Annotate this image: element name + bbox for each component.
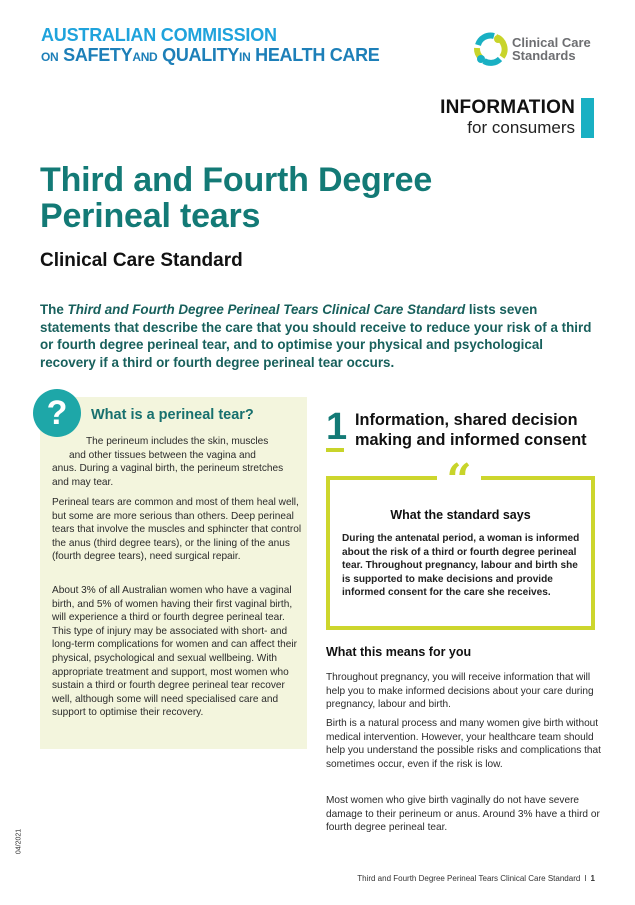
standard-title: Information, shared decision making and informed consent — [355, 411, 587, 449]
commission-logo-line2: ON SAFETYAND QUALITYIN HEALTH CARE — [41, 45, 380, 65]
box-paragraph: About 3% of all Australian women who have a vaginal birth, and 5% of women having their first vaginal birth, will experience a third or fourth degree perineal tear. This type of injury may be associated with short- and long-term complications for women and can affect their physical, psychological and sexual wellbeing. With appropriate treatment and support, most women who sustain a third or fourth degree perineal tear recover well, although some will need specialised care and support to optimise their recovery. — [52, 585, 297, 719]
accent-bar — [581, 98, 594, 138]
quote-icon: “ — [437, 462, 481, 500]
box-paragraph: Perineal tears are common and most of them heal well, but some are more serious than others. Deep perineal tears that involve the muscles and sphincter that control the anus (third degree tears), or the lining of the anus (fourth degree tears), need surgical repair. — [52, 497, 302, 563]
means-paragraph: Most women who give birth vaginally do not have severe damage to their perineum or anus. Around 3% have a third or fourth degree perineal tear. — [326, 795, 600, 834]
means-paragraph: Throughout pregnancy, you will receive information that will help you to make informed decisions about your care during pregnancy, labour and birth. — [326, 672, 594, 711]
standard-heading — [326, 406, 590, 450]
ccs-ring-icon — [472, 31, 508, 67]
page-subtitle: Clinical Care Standard — [40, 250, 243, 271]
says-text: During the antenatal period, a woman is informed about the risk of a third or fourth degree perineal tear. Throughout pregnancy, labour and birth she is supported to make decisions and provide informed consent for the care she receives. — [342, 533, 580, 599]
page-footer: Third and Fourth Degree Perineal Tears Clinical Care Standard I 1 — [357, 874, 595, 883]
page-number: 1 — [590, 874, 595, 883]
clinical-care-standards-logo: Clinical Care Standards — [472, 31, 591, 67]
means-paragraph: Birth is a natural process and many women give birth without medical intervention. However, your healthcare team should help you understand the possible risks and complications that sometimes occur, even if the risk is low. — [326, 718, 601, 770]
standard-number: 1 — [326, 406, 348, 448]
question-icon: ? — [33, 389, 81, 437]
box-paragraph: The perineum includes the skin, muscles and other tissues between the vagina and anus. During a vaginal birth, the perineum stretches and may tear. — [52, 436, 284, 488]
intro-paragraph: The Third and Fourth Degree Perineal Tears Clinical Care Standard lists seven statements that describe the care that you should receive to reduce your risk of a third or fourth degree perineal tear, and to optimise your physical and psychological recovery if a third or fourth degree perineal tear occurs. — [40, 302, 592, 370]
box-heading: What is a perineal tear? — [91, 407, 254, 423]
what-is-perineal-tear-box — [40, 397, 307, 749]
page-title: Third and Fourth Degree Perineal tears — [40, 161, 433, 235]
says-heading: What the standard says — [390, 508, 531, 522]
commission-logo — [41, 26, 380, 64]
means-heading: What this means for you — [326, 645, 472, 659]
info-for-consumers-badge: INFORMATION for consumers — [440, 98, 594, 138]
commission-logo-line1: AUSTRALIAN COMMISSION — [41, 25, 277, 45]
date-code: 04/2021 — [15, 828, 23, 855]
